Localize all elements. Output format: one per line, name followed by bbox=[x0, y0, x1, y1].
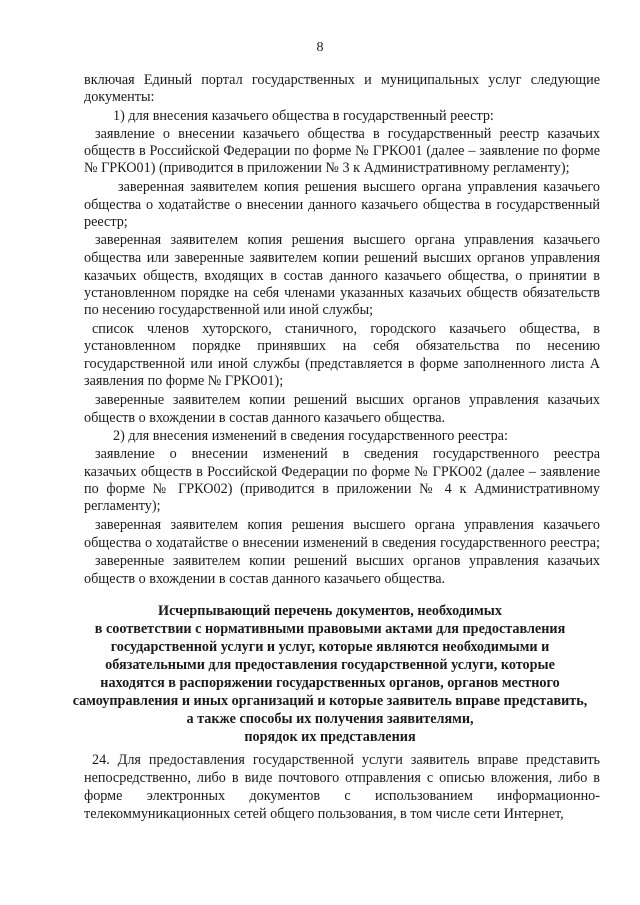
paragraph-24-line: форме электронных документов с использованием информационно- bbox=[84, 788, 600, 804]
text-line: обществ о вхождении в состав данного казачьего общества. bbox=[84, 410, 446, 426]
text-line: по несению государственной или иной службы; bbox=[84, 302, 374, 318]
text-line: общества о ходатайстве о внесении изменений в сведения государственного реестра; bbox=[84, 535, 600, 551]
section-heading-line: самоуправления и иных организаций и которые заявитель вправе представить, bbox=[72, 693, 588, 709]
text-line: установленном порядке на себя членами указанных казачьих обществ обязательств bbox=[84, 285, 600, 301]
text-line: список членов хуторского, станичного, городского казачьего общества, в bbox=[92, 321, 600, 337]
text-line: общества или заверенные заявителем копии решений высших органов управления bbox=[84, 250, 600, 266]
text-line: заявление о внесении изменений в сведения государственного реестра bbox=[95, 446, 600, 462]
section-heading-line: порядок их представления bbox=[244, 729, 416, 745]
text-line: 2) для внесения изменений в сведения государственного реестра: bbox=[113, 428, 508, 444]
section-heading-line: государственной услуги и услуг, которые являются необходимыми и bbox=[110, 639, 550, 655]
text-line: государственной или иной службы (представляется в форме заполненного листа А bbox=[84, 356, 600, 372]
text-line: заверенная заявителем копия решения высшего органа управления казачьего bbox=[95, 517, 600, 533]
page-number: 8 bbox=[316, 40, 324, 55]
section-heading-line: а также способы их получения заявителями, bbox=[186, 711, 474, 727]
paragraph-24-line: 24. Для предоставления государственной услуги заявитель вправе представить bbox=[92, 752, 600, 768]
text-line: заверенные заявителем копии решений высших органов управления казачьих bbox=[95, 392, 600, 408]
text-line: документы: bbox=[84, 89, 155, 105]
section-heading-line: обязательными для предоставления государственной услуги, которые bbox=[105, 657, 555, 673]
section-heading-line: Исчерпывающий перечень документов, необходимых bbox=[158, 603, 502, 619]
text-line: заверенная заявителем копия решения высшего органа управления казачьего bbox=[95, 232, 600, 248]
text-line: регламенту); bbox=[84, 498, 161, 514]
paragraph-24-line: телекоммуникационных сетей общего пользования, в том числе сети Интернет, bbox=[84, 806, 564, 822]
text-line: по форме № ГРКО02) (приводится в приложении № 4 к Административному bbox=[84, 481, 600, 497]
text-line: № ГРКО01) (приводится в приложении № 3 к Административному регламенту); bbox=[84, 160, 570, 176]
text-line: обществ о вхождении в состав данного казачьего общества. bbox=[84, 571, 446, 587]
text-line: казачьих обществ в Российской Федерации по форме № ГРКО02 (далее – заявление bbox=[84, 464, 600, 480]
text-line: заверенные заявителем копии решений высших органов управления казачьих bbox=[95, 553, 600, 569]
text-line: установленном порядке принявших на себя обязательства по несению bbox=[84, 338, 600, 354]
text-line: реестр; bbox=[84, 214, 128, 230]
text-line: обществ в Российской Федерации по форме № ГРКО01 (далее – заявление по форме bbox=[84, 143, 600, 159]
section-heading-line: в соответствии с нормативными правовыми актами для предоставления bbox=[94, 621, 566, 637]
text-line: заверенная заявителем копия решения высшего органа управления казачьего bbox=[118, 179, 600, 195]
text-line: включая Единый портал государственных и муниципальных услуг следующие bbox=[84, 72, 600, 88]
text-line: 1) для внесения казачьего общества в государственный реестр: bbox=[113, 108, 494, 124]
paragraph-24-line: непосредственно, либо в виде почтового отправления с описью вложения, либо в bbox=[84, 770, 600, 786]
section-heading-line: находятся в распоряжении государственных органов, органов местного bbox=[100, 675, 560, 691]
text-line: казачьих обществ, входящих в состав данного казачьего общества, о принятии в bbox=[84, 268, 600, 284]
text-line: заявление о внесении казачьего общества в государственный реестр казачьих bbox=[95, 126, 600, 142]
text-line: общества о ходатайстве о внесении данного казачьего общества в государственный bbox=[84, 197, 600, 213]
text-line: заявления по форме № ГРКО01); bbox=[84, 373, 284, 389]
